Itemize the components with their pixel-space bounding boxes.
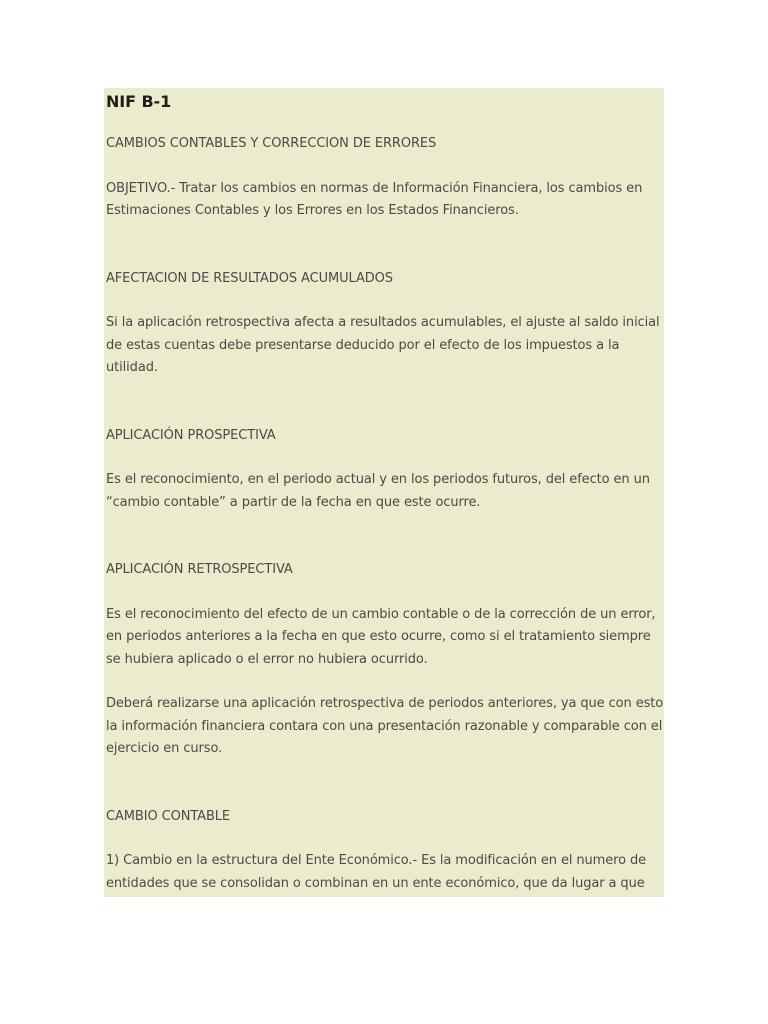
document-page [104,88,664,897]
section-paragraph: Es el reconocimiento del efecto de un cambio contable o de la corrección de un error, en periodos anteriores a la fecha en que esto ocurre, como si el tratamiento siempre se hubiera aplicado o el error no hubiera ocurrido. [106,606,656,667]
section-heading-cambio-contable: CAMBIO CONTABLE [106,808,231,824]
document-subtitle: CAMBIOS CONTABLES Y CORRECCION DE ERRORES [106,136,437,151]
section-heading-afectacion: AFECTACION DE RESULTADOS ACUMULADOS [106,270,393,286]
section-paragraph: 1) Cambio en la estructura del Ente Económico.- Es la modificación en el numero de entidades que se consolidan o combinan en un ente económico, que da lugar a que [106,853,647,891]
objective-paragraph: OBJETIVO.- Tratar los cambios en normas de Información Financiera, los cambios en Estimaciones Contables y los Errores en los Estados Financieros. [106,180,643,218]
document-title: NIF B-1 [106,92,172,111]
section-heading-retrospectiva: APLICACIÓN RETROSPECTIVA [106,562,293,577]
section-paragraph: Si la aplicación retrospectiva afecta a resultados acumulables, el ajuste al saldo inicial de estas cuentas debe presentarse deducido por el efecto de los impuestos a la utilidad. [106,315,660,375]
section-paragraph: Deberá realizarse una aplicación retrospectiva de periodos anteriores, ya que con esto la información financiera contara con una presentación razonable y comparable con el ejercicio en curso. [106,696,664,756]
document-content [104,88,664,895]
section-paragraph: Es el reconocimiento, en el periodo actual y en los periodos futuros, del efecto en un “cambio contable” a partir de la fecha en que este ocurre. [106,472,650,510]
section-heading-prospectiva: APLICACIÓN PROSPECTIVA [106,427,276,443]
